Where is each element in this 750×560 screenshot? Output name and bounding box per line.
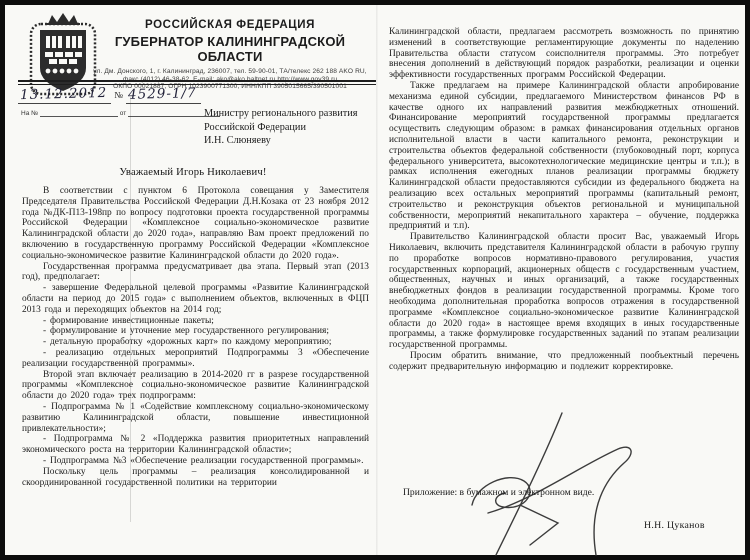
outgoing-date-field bbox=[18, 85, 111, 104]
signature-flourish bbox=[458, 405, 678, 557]
list-item: - детальную проработку «дорожных карт» по каждому мероприятию; bbox=[43, 337, 332, 348]
paragraph: Просим обратить внимание, что предложенный пообъектный перечень содержит предварительную информацию и подлежит корректировке. bbox=[389, 350, 739, 372]
paragraph: Поскольку цель программы – реализация консолидированной и скоординированной государственной политики на территории bbox=[22, 466, 369, 488]
paragraph: Государственная программа предусматривает два этапа. Первый этап (2013 год), предполагает: bbox=[22, 261, 369, 283]
reply-na-label: На № bbox=[21, 110, 39, 117]
list-item: - завершение Федеральной целевой программы «Развитие Калининградской области на период до 2015 года» с выполнением объектов, включенных в ФЦП 2013 года и переходящих объектов на 2014 год; bbox=[22, 283, 369, 315]
letter-body-page2 bbox=[389, 27, 739, 373]
letterhead-org-name: ГУБЕРНАТОР КАЛИНИНГРАДСКОЙ ОБЛАСТИ bbox=[114, 34, 346, 64]
list-item: - Подпрограмма № 1 «Содействие комплексному социально-экономическому развитию Калининградской области, повышение инвестиционной привлекательности»; bbox=[22, 401, 369, 434]
letterhead-address-line2: факс (4012) 46-38-62, E-mail: ako@ako.baltnet.ru http://www.gov39.ru bbox=[122, 75, 338, 83]
number-sign-label: № bbox=[114, 90, 123, 100]
signer-name: Н.Н. Цуканов bbox=[644, 520, 705, 531]
list-item: - формулирование и уточнение мер государственного регулирования; bbox=[43, 326, 329, 337]
outgoing-number-handwritten: 4529-1/7 bbox=[127, 85, 197, 103]
addressee-block bbox=[204, 107, 374, 148]
list-item: - реализацию отдельных мероприятий Подпрограммы 3 «Обеспечение реализации государственной программы». bbox=[22, 347, 369, 369]
salutation: Уважаемый Игорь Николаевич! bbox=[119, 167, 267, 178]
letterhead-address-line3: ОКПО 00021887, ОГРН 1023900771300, ИНН/КПП 3905015665/390501001 bbox=[113, 83, 347, 91]
paragraph: Также предлагаем на примере Калининградской области апробирование механизма единой субсидии, предлагаемого Министерством финансов РФ в качестве одного их направлений развития межбюджетных отношений. Финансирование мероприятий государственной программы предлагается осуществить следующим образом: в рамках финансирования отдельных органов исполнительной власти в части капитального ремонта, реконструкции и строительства объектов федеральной собственности (глубоководный порт, корпуса федерального университета, высокотехнологические медицинские центры и т.п.); в рамках исполнения ежегодных планов реализации программы бюджету Калининградской области предоставляются субсидии из федерального бюджета на реализацию всех остальных мероприятий программы (капитальный ремонт, строительство и реконструкция объектов региональной и муниципальной собственности, мероприятий некапитального характера – обучение, поддержка предприятий и т.п). bbox=[389, 80, 739, 232]
letter-page-2 bbox=[378, 5, 745, 555]
addressee-position: Министру регионального развития bbox=[204, 108, 358, 119]
page-gap-crease bbox=[376, 5, 378, 555]
letter-page-1 bbox=[8, 5, 378, 555]
attachment-note: Приложение: в бумажном и электронном виде. bbox=[403, 487, 595, 498]
outgoing-number-field bbox=[126, 85, 201, 104]
list-item: - Подпрограмма № 2 «Поддержка развития приоритетных направлений экономического роста на территории Калининградской области»; bbox=[22, 434, 369, 456]
reply-ot-label: от bbox=[119, 110, 127, 117]
addressee-name: И.Н. Слюняеву bbox=[204, 135, 271, 146]
paragraph: Калининградской области, предлагаем рассмотреть возможность по принятию изменений в соответствующие регламентирующие документы по наделению Правительства области статусом соисполнителя программы. Это потребует внесения дополнений в действующий порядок разработки, реализации и оценки эффективности государственных программ Российской Федерации. bbox=[389, 27, 739, 81]
list-item: - формирование инвестиционные пакеты; bbox=[43, 315, 214, 326]
letter-body-page1 bbox=[22, 186, 369, 488]
outgoing-reference-row bbox=[18, 85, 248, 104]
list-item: - Подпрограмма №3 «Обеспечение реализации государственной программы». bbox=[43, 455, 364, 466]
fold-crease bbox=[130, 97, 131, 522]
letterhead-address-line1: ул. Дм. Донского, 1, г. Калининград, 236007, тел. 59-90-01, ТА/телекс 262 188 AKO RU, bbox=[93, 68, 367, 75]
reply-number-blank bbox=[40, 109, 118, 117]
outgoing-date-handwritten: 13.12.2012 bbox=[19, 84, 108, 104]
paragraph: Правительство Калининградской области просит Вас, уважаемый Игорь Николаевич, включить представителя Калининградской области в рабочую группу по проработке вопросов нормативно-правового регулирования, участия государственных корпораций, акционерных обществ с государственным участием, общественных, научных и иных организаций, а также государственных внебюджетных фондов в реализации государственной программы. Кроме того необходима дополнительная проработка вопросов отражения в государственной программе «Комплексное социально-экономическое развитие Калининградской области до 2020 года» в настоящее время входящих в иных государственные программы, а также формулировке государственных заданий по этапам реализации государственной программы. bbox=[389, 232, 739, 351]
reply-reference-row bbox=[21, 109, 220, 117]
paragraph: В соответствии с пунктом 6 Протокола совещания у Заместителя Председателя Правительства Российской Федерации Д.Н.Козака от 23 ноября 2012 года №ДК-П13-198пр по вопросу подготовки проекта государственной программы Российской Федерации «Комплексное социально-экономическое развитие Калининградской области до 2020 года», направляю Вам проект предложений по включению в государственную программу Российской Федерации «Комплексное социально-экономическое развитие Калининградской области до 2020 года». bbox=[22, 186, 369, 261]
paragraph: Второй этап включает реализацию в 2014-2020 гг в разрезе государственной программы «Комплексное социально-экономическое развитие Калининградской области до 2020 года» трех подпрограмм: bbox=[22, 369, 369, 402]
paper-background bbox=[5, 5, 745, 555]
letterhead-country: РОССИЙСКАЯ ФЕДЕРАЦИЯ bbox=[145, 19, 315, 31]
addressee-org: Российской Федерации bbox=[204, 121, 306, 133]
